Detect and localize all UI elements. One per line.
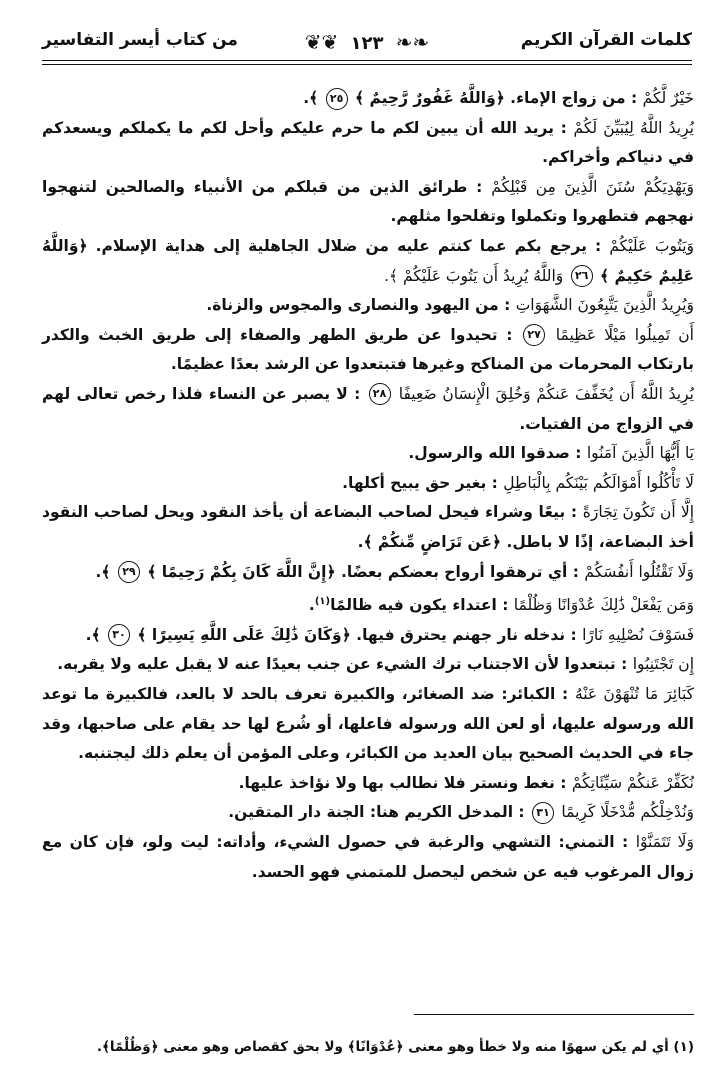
entry: فَسَوْفَ نُصْلِيهِ نَارًا : ندخله نار جهنم يحترق فيها. ﴿وَكَانَ ذَٰلِكَ عَلَى اللَّهِ يَسِيرًا ﴾ ٣٠ ﴾. xyxy=(42,621,694,651)
quran-phrase: وَلَا تَقْتُلُوا أَنفُسَكُمْ xyxy=(584,562,694,581)
quran-phrase: وَمَن يَفْعَلْ ذَٰلِكَ عُدْوَانًا وَظُلْمًا xyxy=(513,596,694,615)
running-title-left: من كتاب أيسر التفاسير xyxy=(42,30,238,50)
entry: وَمَن يَفْعَلْ ذَٰلِكَ عُدْوَانًا وَظُلْمًا : اعتداء يكون فيه ظالمًا$^{(١)}$. xyxy=(308,596,694,615)
gloss: : صدقوا الله والرسول. xyxy=(408,444,582,463)
entry xyxy=(42,498,694,557)
entry xyxy=(42,798,694,828)
verse-number-icon: ٢٥ xyxy=(326,88,348,110)
gloss: : تبتعدوا لأن الاجتناب ترك الشيء عن جنب بعيدًا عنه لا يقبل عليه ولا يقربه. xyxy=(57,655,628,674)
quran-phrase: لَا تَأْكُلُوا أَمْوَالَكُم بَيْنَكُم بِالْبَاطِلِ xyxy=(503,473,694,492)
gloss: : طرائق الذين من قبلكم من الأنبياء والصالحين لتنهجوا نهجهم فتطهروا وتكملوا وتفلحوا مثلهم. xyxy=(42,177,694,226)
quran-phrase: إِلَّا أَن تَكُونَ تِجَارَةً xyxy=(582,503,694,522)
footnote-rule xyxy=(414,1014,694,1015)
gloss: : التمني: التشهي والرغبة في حصول الشيء، وأداته: ليت ولو، فإن كان مع زوال المرغوب فيه عن شخص ليحصل للمتمني فهو الحسد. xyxy=(42,833,694,881)
entry: خَيْرٌ لَّكُمْ : من زواج الإماء. ﴿وَاللَّهُ غَفُورٌ رَّحِيمٌ ﴾ ٢٥ ﴾. xyxy=(42,84,694,114)
gloss: : أي ترهقوا أرواح بعضكم بعضًا. ﴿إِنَّ اللَّهَ كَانَ بِكُمْ رَحِيمًا ﴾ xyxy=(141,562,579,581)
entry xyxy=(42,680,694,769)
quran-phrase: وَيَهْدِيَكُمْ سُنَنَ الَّذِينَ مِن قَبْلِكُمْ xyxy=(491,177,694,196)
footnote: (١) أي لم يكن سهوًا منه ولا خطأ وهو معنى ﴿عُدْوَانًا﴾ ولا بحق كقصاص وهو معنى ﴿وَظُلْمًا﴾. xyxy=(96,1039,694,1055)
entry xyxy=(42,469,694,499)
gloss: : من اليهود والنصارى والمجوس والزناة. xyxy=(206,296,511,315)
quran-phrase: فَسَوْفَ نُصْلِيهِ نَارًا xyxy=(582,625,694,644)
ornament-left-icon: ❦❦ xyxy=(304,30,339,54)
gloss: : تحيدوا عن طريق الطهر والصفاء إلى طريق الخبث والكدر بارتكاب المحرمات من المناكح وغيرها فتبتعدوا عن الرشد بعدًا عظيمًا. xyxy=(42,325,694,374)
entry xyxy=(42,769,694,799)
gloss: : لا يصبر عن النساء فلذا رخص تعالى لهم في الزواج من الفتيات. xyxy=(42,384,694,433)
page-body xyxy=(42,84,694,887)
quran-phrase: أَن تَمِيلُوا مَيْلًا عَظِيمًا xyxy=(555,325,694,344)
gloss: : يريد الله أن يبين لكم ما حرم عليكم وأحل لكم ما يكملكم ويسعدكم في دنياكم وأخراكم. xyxy=(42,118,694,167)
gloss: : الكبائر: ضد الصغائر، والكبيرة تعرف بالحد لا بالعد، فالكبيرة ما توعد الله ورسوله عليها، أو لعن الله ورسوله فاعلها، أو شُرع لها حد يقام على صاحبها، وقد جاء في الحديث الصحيح بيان العديد من الكبائر، وعلى المؤمن أن يعلم ذلك ليجتنبه. xyxy=(42,685,694,763)
verse-number-icon: ٢٧ xyxy=(523,324,545,346)
entry xyxy=(42,828,694,887)
verse-number-icon: ٢٨ xyxy=(369,383,391,405)
quran-phrase: يُرِيدُ اللَّهُ أَن يُخَفِّفَ عَنكُمْ وَخُلِقَ الْإِنسَانُ ضَعِيفًا xyxy=(398,384,694,403)
verse-number-icon: ٣٠ xyxy=(108,624,130,646)
quran-phrase: وَلَا تَتَمَنَّوْا xyxy=(635,833,694,851)
entry xyxy=(42,173,694,232)
gloss: : نغط ونستر فلا نطالب بها ولا نؤاخذ عليها. xyxy=(238,773,567,792)
quran-phrase: إِن تَجْتَنِبُوا xyxy=(632,655,694,674)
gloss: : من زواج الإماء. ﴿وَاللَّهُ غَفُورٌ رَّحِيمٌ ﴾ xyxy=(349,89,638,107)
entry: وَلَا تَقْتُلُوا أَنفُسَكُمْ : أي ترهقوا أرواح بعضكم بعضًا. ﴿إِنَّ اللَّهَ كَانَ بِكُمْ رَحِيمًا ﴾ ٢٩ ﴾. xyxy=(42,558,694,588)
page-number: ١٢٣ xyxy=(350,33,384,54)
gloss: : يرجع بكم عما كنتم عليه من ضلال الجاهلية إلى هداية الإسلام. ﴿وَاللَّهُ عَلِيمٌ حَكِيمٌ ﴾ xyxy=(42,236,694,285)
gloss: : بغير حق يبيح أكلها. xyxy=(342,473,498,492)
verse-number-icon: ٣١ xyxy=(532,802,554,824)
entry xyxy=(42,114,694,173)
running-title-right: كلمات القرآن الكريم xyxy=(520,30,692,50)
gloss: : ندخله نار جهنم يحترق فيها. ﴿وَكَانَ ذَٰلِكَ عَلَى اللَّهِ يَسِيرًا ﴾ xyxy=(132,625,577,644)
quran-phrase: يَا أَيُّهَا الَّذِينَ آمَنُوا xyxy=(586,444,694,463)
quran-phrase: نُكَفِّرْ عَنكُمْ سَيِّئَاتِكُمْ xyxy=(571,773,694,792)
quran-phrase: وَاللَّهُ يُرِيدُ أَن يَتُوبَ عَلَيْكُمْ ﴾. xyxy=(384,266,564,285)
quran-phrase: يُرِيدُ اللَّهُ لِيُبَيِّنَ لَكُمْ xyxy=(573,118,694,137)
gloss: : اعتداء يكون فيه ظالمًا xyxy=(330,596,509,615)
quran-phrase: كَبَائِرَ مَا تُنْهَوْنَ عَنْهُ xyxy=(574,685,694,704)
gloss: : المدخل الكريم هنا: الجنة دار المتقين. xyxy=(228,803,525,822)
entry xyxy=(42,291,694,321)
entry xyxy=(42,321,694,380)
gloss: : بيعًا وشراء فيحل لصاحب البضاعة أن يأخذ النقود ويحل لصاحب النقود أخذ البضاعة، إذًا لا باطل. ﴿عَن تَرَاضٍ مِّنكُمْ ﴾. xyxy=(42,503,694,551)
entry xyxy=(42,439,694,469)
quran-phrase: وَيُرِيدُ الَّذِينَ يَتَّبِعُونَ الشَّهَوَاتِ xyxy=(515,296,694,315)
entry xyxy=(42,650,694,680)
page-header xyxy=(42,30,692,60)
quran-phrase: وَيَتُوبَ عَلَيْكُمْ xyxy=(609,236,694,255)
ornament-right-icon: ❧❧ xyxy=(395,30,430,54)
quran-phrase: خَيْرٌ لَّكُمْ xyxy=(642,89,694,107)
header-rule xyxy=(42,60,692,61)
quran-phrase: وَنُدْخِلْكُم مُّدْخَلًا كَرِيمًا xyxy=(561,803,694,822)
verse-number-icon: ٢٩ xyxy=(118,561,140,583)
entry xyxy=(42,380,694,439)
entry xyxy=(42,232,694,291)
footnote-marker: (١) xyxy=(314,596,331,608)
verse-number-icon: ٢٦ xyxy=(571,265,593,287)
header-rule-thin xyxy=(42,64,692,65)
